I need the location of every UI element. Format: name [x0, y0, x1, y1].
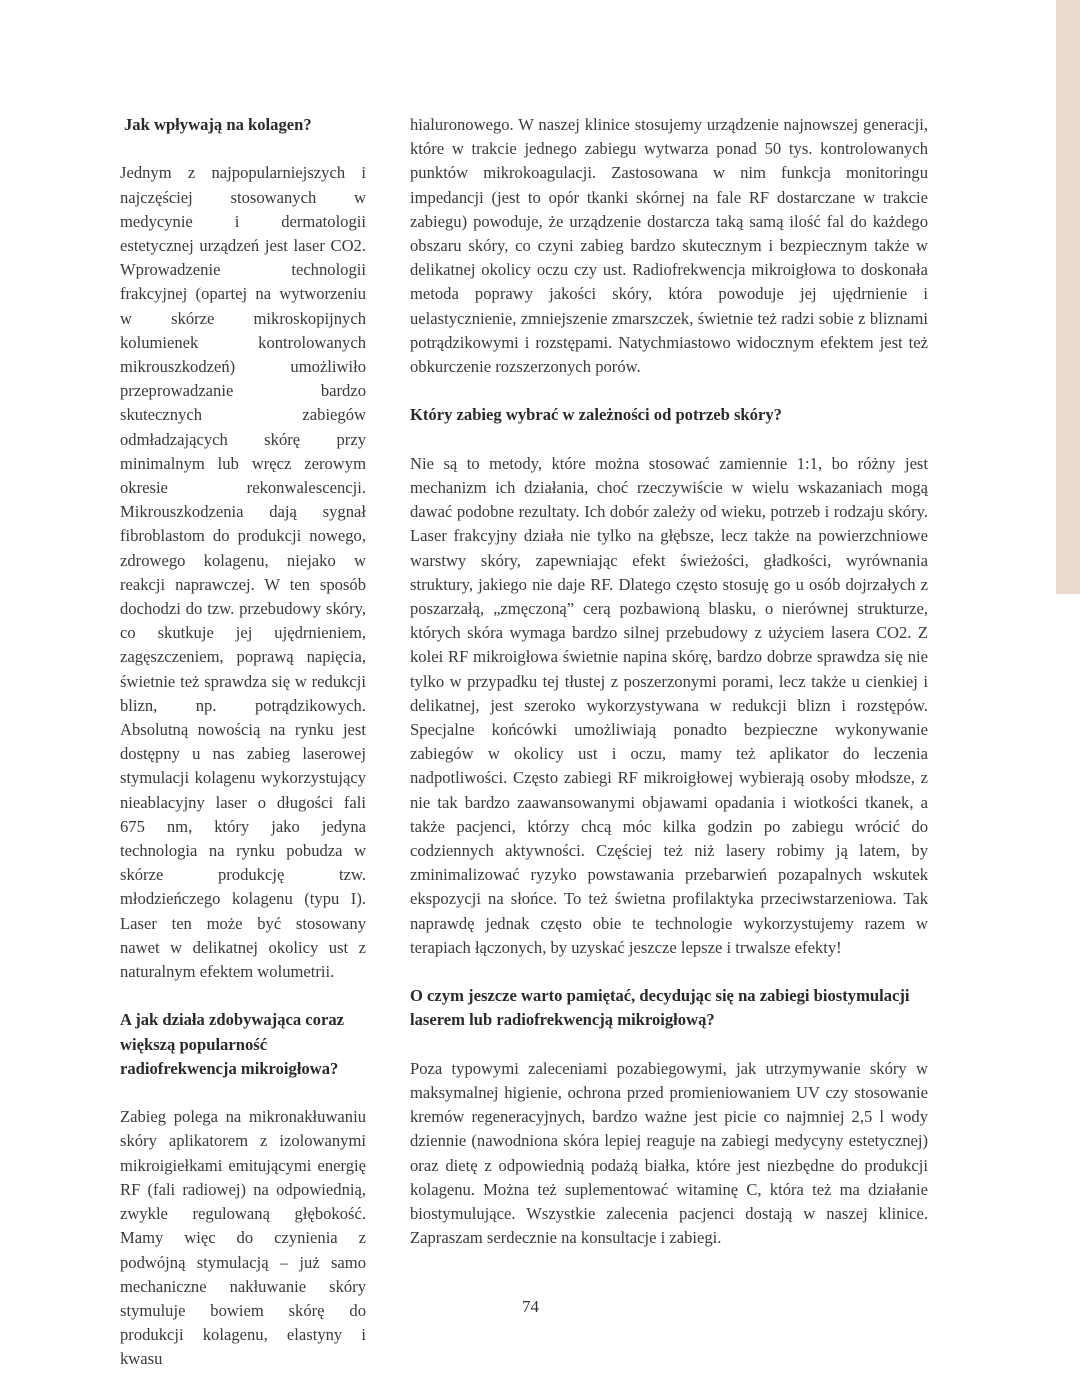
side-tab-decoration	[1056, 0, 1080, 594]
paragraph-treatment-choice: Nie są to metody, które można stosować zamiennie 1:1, bo różny jest mechanizm ich działania, choć rzeczywiście w wielu wskazaniach mogą dawać podobne rezultaty. Ich dobór zależy od wieku, potrzeb i rodzaju skóry. Laser frakcyjny działa nie tylko na głębsze, lecz także na powierzchniowe warstwy skóry, zapewniając efekt świeżości, gładkości, wyrównania struktury, jakiego nie daje RF. Dlatego często stosuję go u osób dojrzałych z poszarzałą, „zmęczoną” cerą pozbawioną blasku, o nierównej strukturze, których skóra wymaga bardzo silnej przebudowy z użyciem lasera CO2. Z kolei RF mikroigłowa świetnie napina skórę, bardzo dobrze sprawdza się nie tylko w przypadku tej tłustej z poszerzonymi porami, lecz także u cienkiej i delikatnej, jest szeroko wykorzystywana w redukcji blizn i rozstępów. Specjalne końcówki umożliwiają ponadto bezpieczne wykonywanie zabiegów w okolicy ust i oczu, mamy też aplikator do leczenia nadpotliwości. Często zabiegi RF mikroigłowej wybierają osoby młodsze, z nie tak bardzo zaawansowanymi objawami opadania i wiotkości tkanek, a także pacjenci, którzy chcą móc kilka godzin po zabiegu wrócić do codziennych aktywności. Częściej też niż lasery robimy ją latem, by zminimalizować ryzyko powstawania przebarwień pozapalnych wskutek ekspozycji na słońce. To też świetna profilaktyka przeciwstarzeniowa. Tak naprawdę jednak często obie te technologie wykorzystujemy razem w terapiach łączonych, by uzyskać jeszcze lepsze i trwalsze efekty!	[410, 453, 928, 957]
paragraph-rf-procedure: Zabieg polega na mikronakłuwaniu skóry aplikatorem z izolowanymi mikroigiełkami emitującymi energię RF (fali radiowej) na odpowiednią, zwykle regulowaną głębokość. Mamy więc do czynienia z podwójną stymulacją – już samo mechaniczne nakłuwanie skóry stymuluje bowiem skórę do produkcji kolagenu, elastyny i kwasu	[120, 1107, 366, 1369]
page-number: 74	[522, 1297, 539, 1316]
heading-collagen: Jak wpływają na kolagen?	[124, 115, 312, 134]
right-column	[410, 113, 928, 1250]
heading-what-to-remember: O czym jeszcze warto pamiętać, decydując się na zabiegi biostymulacji laserem lub radiofrekwencją mikroigłową?	[410, 986, 910, 1030]
heading-rf-microneedling: A jak działa zdobywająca coraz większą popularność radiofrekwencja mikroigłowa?	[120, 1010, 344, 1078]
paragraph-co2-laser: Jednym z najpopularniejszych i najczęściej stosowanych w medycynie i dermatologii estetycznej urządzeń jest laser CO2. Wprowadzenie technologii frakcyjnej (opartej na wytworzeniu w skórze mikroskopijnych kolumienek kontrolowanych mikrouszkodzeń) umożliwiło przeprowadzanie bardzo skutecznych zabiegów odmładzających skórę przy minimalnym lub wręcz zerowym okresie rekonwalescencji. Mikrouszkodzenia dają sygnał fibroblastom do produkcji nowego, zdrowego kolagenu, niejako w reakcji naprawczej. W ten sposób dochodzi do tzw. przebudowy skóry, co skutkuje jej ujędrnieniem, zagęszczeniem, poprawą napięcia, świetnie też sprawdza się w redukcji blizn, np. potrądzikowych. Absolutną nowością na rynku jest dostępny u nas zabieg laserowej stymulacji kolagenu wykorzystujący nieablacyjny laser o długości fali 675 nm, który jako jedyna technologia na rynku pobudza w skórze produkcję tzw. młodzieńczego kolagenu (typu I). Laser ten może być stosowany nawet w delikatnej okolicy ust z naturalnym efektem wolumetrii.	[120, 163, 366, 982]
left-column	[120, 113, 366, 1372]
paragraph-rf-continued: hialuronowego. W naszej klinice stosujemy urządzenie najnowszej generacji, które w trakcie jednego zabiegu wytwarza ponad 50 tys. kontrolowanych punktów mikrokoagulacji. Zastosowana w nim funkcja monitoringu impedancji (jest to opór tkanki skórnej na fale RF dostarczane w trakcie zabiegu) powoduje, że urządzenie dostarcza taką samą ilość fal do każdego obszaru skóry, co czyni zabieg bardzo skutecznym i bezpiecznym także w delikatnej okolicy oczu czy ust. Radiofrekwencja mikroigłowa to doskonała metoda poprawy jakości skóry, która powoduje jej ujędrnienie i uelastycznienie, zmniejszenie zmarszczek, świetnie też radzi sobie z bliznami potrądzikowymi i rozstępami. Natychmiastowo widocznym efektem jest też obkurczenie rozszerzonych porów.	[410, 115, 928, 377]
paragraph-aftercare: Poza typowymi zaleceniami pozabiegowymi, jak utrzymywanie skóry w maksymalnej higienie, ochrona przed promieniowaniem UV czy stosowanie kremów regeneracyjnych, bardzo ważne jest picie co najmniej 2,5 l wody dziennie (nawodniona skóra lepiej reaguje na zabiegi medycyny estetycznej) oraz dietę z odpowiednią podażą białka, które jest niezbędne do produkcji kolagenu. Można też suplementować witaminę C, która też ma działanie biostymulujące. Wszystkie zalecenia pacjenci dostają w naszej klinice. Zapraszam serdecznie na konsultacje i zabiegi.	[410, 1058, 928, 1248]
heading-which-treatment: Który zabieg wybrać w zależności od potrzeb skóry?	[410, 405, 782, 425]
